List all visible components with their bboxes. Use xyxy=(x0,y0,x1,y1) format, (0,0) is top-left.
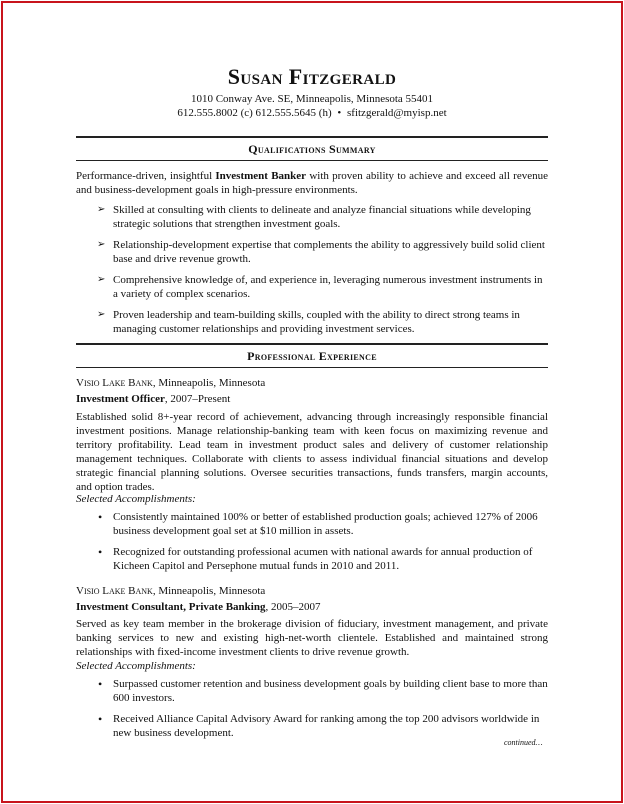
arrow-bullet-icon: ➢ xyxy=(97,309,106,320)
phone-numbers: 612.555.8002 (c) 612.555.5645 (h) xyxy=(177,107,332,119)
section-rule-top xyxy=(76,343,548,345)
accomplishments-list xyxy=(76,677,548,747)
qualifications-list xyxy=(76,203,548,343)
arrow-bullet-icon: ➢ xyxy=(97,274,106,285)
list-item: ➢ Comprehensive knowledge of, and experience in, leveraging numerous investment instruments in a variety of complex scenarios. xyxy=(97,274,543,300)
list-item: • Received Alliance Capital Advisory Award for ranking among the top 200 advisors worldwide in new business development. xyxy=(98,712,540,739)
employer-line: Visio Lake Bank, Minneapolis, Minnesota xyxy=(76,585,266,597)
list-item: ➢ Proven leadership and team-building skills, coupled with the ability to direct strong teams in managing customer relationships and providing investment services. xyxy=(97,309,520,335)
section-rule-bottom xyxy=(76,367,548,368)
list-item: • Surpassed customer retention and business development goals by building client base to more than 600 investors. xyxy=(98,677,548,704)
list-item: ➢ Relationship-development expertise that complements the ability to aggressively build solid client base and drive revenue growth. xyxy=(97,239,545,265)
arrow-bullet-icon: ➢ xyxy=(97,239,106,250)
job-title-line: Investment Consultant, Private Banking, 2005–2007 xyxy=(76,601,321,613)
list-item: ➢ Skilled at consulting with clients to delineate and analyze financial situations while developing strategic solutions that strengthen investment goals. xyxy=(97,204,531,230)
job-summary: Established solid 8+-year record of achievement, advancing through increasingly responsible financial investment positions. Manage relationship-banking team with keen focus on maximizing revenue and territory profitability. Lead team in investment product sales and delivery of customer relationship management techniques. Collaborate with clients to assess individual financial situations and develop strategic financial planning solutions. Oversee securities transactions, funds transfers, margin accounts, and option trades. xyxy=(76,411,548,493)
job-title-line: Investment Officer, 2007–Present xyxy=(76,393,231,405)
accomplishments-list xyxy=(76,510,548,580)
dot-bullet-icon: • xyxy=(98,545,103,559)
headline-title: Investment Banker xyxy=(215,170,307,182)
qualifications-heading: Qualifications Summary xyxy=(248,142,376,156)
selected-accomplishments-label: Selected Accomplishments: xyxy=(76,660,196,672)
address-line: 1010 Conway Ave. SE, Minneapolis, Minnesota 55401 xyxy=(190,93,434,105)
contact-line xyxy=(76,107,548,119)
section-rule-bottom xyxy=(76,160,548,161)
job-summary: Served as key team member in the brokerage division of fiduciary, investment management, and private banking services to new and existing high-net-worth clientele. Established and maintained strong relationships with fixed-income investment clients to drive revenue growth. xyxy=(76,618,548,658)
list-item: • Recognized for outstanding professional acumen with national awards for annual production of Kicheen Capitol and Persephone mutual funds in 2010 and 2011. xyxy=(98,545,533,572)
selected-accomplishments-label: Selected Accomplishments: xyxy=(76,493,196,505)
dot-bullet-icon: • xyxy=(98,677,103,691)
separator-bullet: • xyxy=(337,107,342,119)
candidate-name: Susan Fitzgerald xyxy=(227,64,397,89)
dot-bullet-icon: • xyxy=(98,712,103,726)
qualifications-intro: Performance-driven, insightful Investment Banker with proven ability to achieve and exceed all revenue and business-development goals in high-pressure environments. xyxy=(76,170,548,196)
employer-line: Visio Lake Bank, Minneapolis, Minnesota xyxy=(76,377,266,389)
email-address: sfitzgerald@myisp.net xyxy=(347,107,447,119)
list-item: • Consistently maintained 100% or better of established production goals; achieved 127% of 2006 business development goal set at $10 million in assets. xyxy=(98,510,538,537)
arrow-bullet-icon: ➢ xyxy=(97,204,106,215)
dot-bullet-icon: • xyxy=(98,510,103,524)
continued-note: continued… xyxy=(504,738,543,747)
experience-heading: Professional Experience xyxy=(247,349,377,363)
section-rule-top xyxy=(76,136,548,138)
